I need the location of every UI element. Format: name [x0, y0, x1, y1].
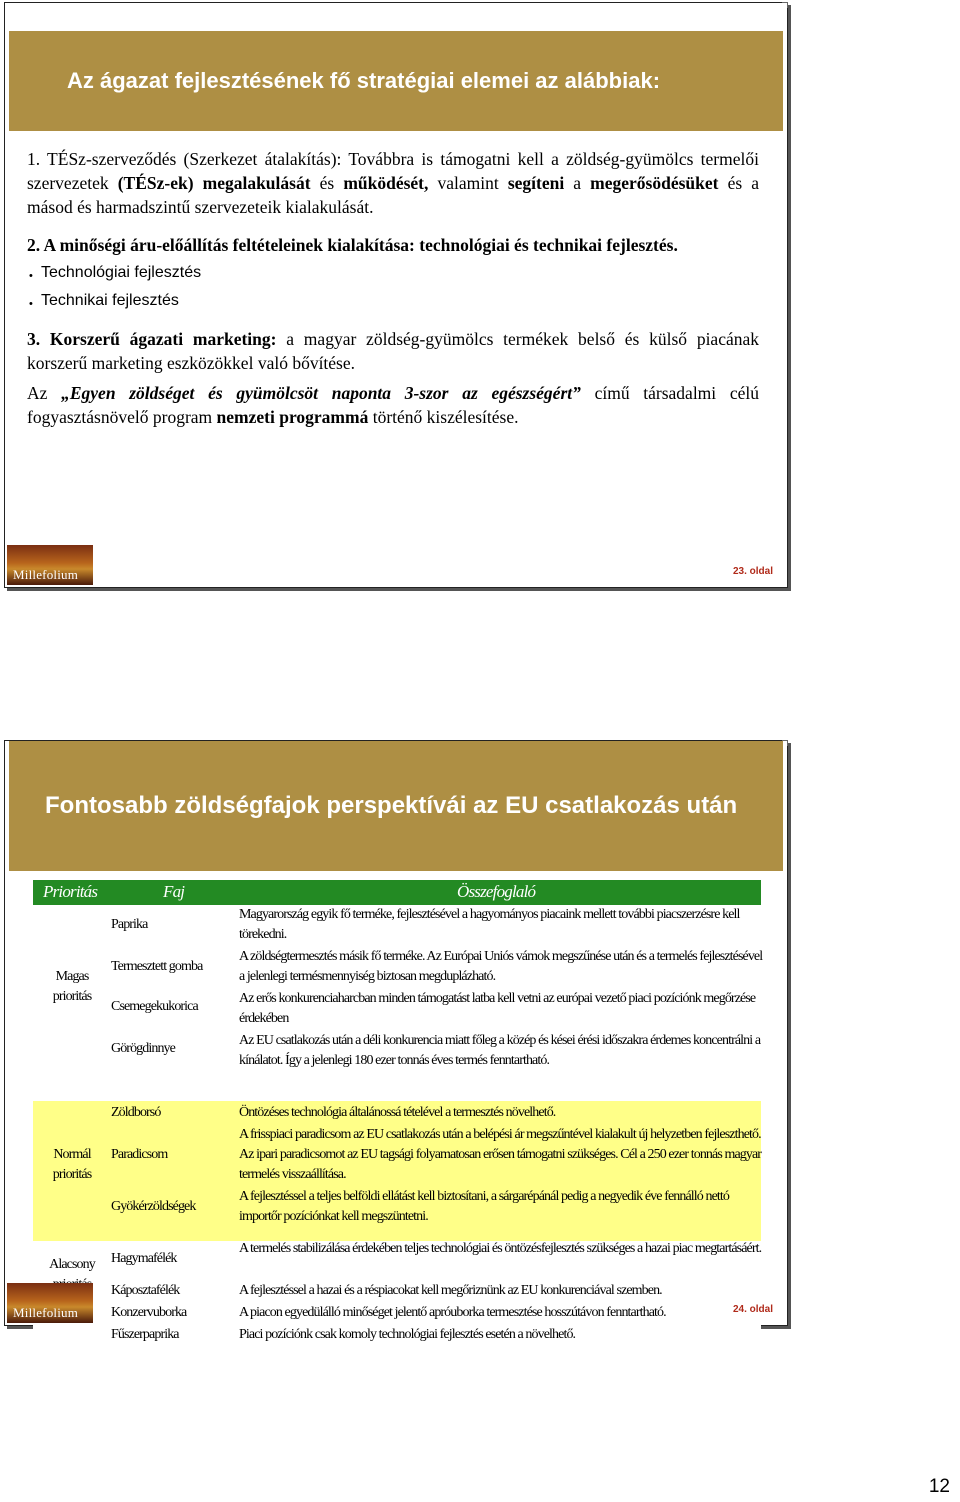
summary-cell: A termelés stabilizálása érdekében teljes technológiai és öntözésfejlesztés szükséges a hazai piac megtartásáért.	[239, 1241, 762, 1256]
item-1-bold-d: működését,	[343, 173, 429, 193]
program-title: „Egyen zöldséget és gyümölcsöt naponta 3-szor az egészségért”	[61, 383, 581, 403]
sub-item-technical: • Technikai fejlesztés	[27, 287, 759, 315]
item-1	[27, 147, 759, 219]
sub-item-technology: • Technológiai fejlesztés	[27, 259, 759, 287]
species-cell: Hagymafélék	[111, 1251, 177, 1266]
slide-title: Az ágazat fejlesztésének fő stratégiai elemei az alábbiak:	[9, 31, 783, 131]
summary-cell: Az EU csatlakozás után a déli konkurencia miatt főleg a közép és kései érési időszakra érdemes koncentrálni a kínálatot. Így a jelenlegi 180 ezer tonnás éves termés fenntartható.	[239, 1033, 761, 1068]
slide-page-number: 23. oldal	[732, 566, 773, 577]
species-cell: Gyökérzöldségek	[111, 1199, 196, 1214]
program-text-e: történő kiszélesítése.	[372, 407, 519, 427]
item-1-bold-h: megerősödésüket	[590, 173, 719, 193]
species-cell: Görögdinnye	[111, 1041, 175, 1056]
summary-cell: A piacon egyedülálló minőséget jelentő apróuborka termesztése hosszútávon fenntartható.	[239, 1305, 666, 1320]
summary-cell: Öntözéses technológia általánossá tételével a termesztés növelhető.	[239, 1105, 556, 1120]
species-cell: Termesztett gomba	[111, 959, 203, 974]
item-2	[27, 233, 759, 257]
priority-high: Magas prioritás	[52, 969, 92, 1004]
priority-normal: Normál prioritás	[52, 1147, 92, 1182]
item-2-heading: 2. A minőségi áru-előállítás feltételeinek kialakítása: technológiai és technikai fejlesztés.	[27, 235, 678, 255]
species-cell: Csemegekukorica	[111, 999, 198, 1014]
header-priority: Prioritás	[43, 882, 98, 901]
species-cell: Zöldborsó	[111, 1105, 161, 1120]
table-header-row	[33, 880, 761, 905]
slide-body	[27, 147, 759, 443]
species-cell: Káposztafélék	[111, 1283, 180, 1298]
item-1-bold-f: segíteni	[507, 173, 565, 193]
slide-title: Fontosabb zöldségfajok perspektívái az EU csatlakozás után	[9, 741, 783, 871]
program-paragraph	[27, 381, 759, 429]
summary-cell: Magyarország egyik fő terméke, fejlesztésével a hagyományos piacaink mellett további piacszerzésre kell törekedni.	[239, 907, 740, 942]
slide-page-number: 24. oldal	[732, 1304, 773, 1315]
item-1-lead: 1. TÉSz-szerveződés (Szerkezet átalakítás): Továbbra is támogatni kell	[27, 149, 544, 169]
vegetable-perspective-table	[33, 880, 761, 1341]
item-1-text-g: a	[573, 173, 582, 193]
summary-cell: A zöldségtermesztés másik fő terméke. Az Európai Uniós vámok megszűnése után és a termelés fejlesztésével a jelenlegi termésmennyiség biztosan megduplázható.	[239, 949, 763, 984]
item-1-text-e: valamint	[437, 173, 499, 193]
slide-24	[4, 740, 788, 1342]
item-1-bold-b: (TÉSz-ek) megalakulását	[117, 173, 311, 193]
summary-cell: A frisspiaci paradicsom az EU csatlakozás után a belépési ár megszűntével kialakult új helyzetben fejleszthető. Az ipari paradicsomot az EU tagsági folyamatosan erősen támogatni szükséges. Cél a 250 ezer tonnás magyar termelés visszaállítása.	[239, 1127, 762, 1182]
high-priority-band	[33, 905, 761, 1101]
millefolium-logo: Millefolium	[7, 1283, 93, 1323]
item-1-text-i: és a másod és harmadszintű szervezeteik kialakulását.	[27, 173, 760, 217]
item-1-text-a: a zöldség-gyümölcs termelői szervezetek	[27, 149, 759, 193]
summary-cell: Az erős konkurenciaharcban minden támogatást latba kell vetni az európai vezető piaci pozíciónk megőrzése érdekében	[239, 991, 756, 1026]
summary-cell: A fejlesztéssel a teljes belföldi ellátást kell biztosítani, a sárgarépánál pedig a negyedik éve fennálló nettó importőr pozíciónkat kell megszüntetni.	[239, 1189, 729, 1224]
item-3-text: a magyar zöldség-gyümölcs termékek belső és külső piacának korszerű marketing eszközökkel való bővítése.	[27, 329, 759, 373]
summary-cell: Piaci pozíciónk csak komoly technológiai fejlesztés esetén a növelhető.	[239, 1327, 576, 1342]
species-cell: Konzervuborka	[111, 1305, 187, 1320]
species-cell: Paprika	[111, 917, 148, 932]
program-text-c: című társadalmi célú fogyasztásnövelő program	[27, 383, 759, 427]
normal-priority-band	[33, 1101, 761, 1241]
low-priority-band	[33, 1241, 761, 1341]
species-cell: Fűszerpaprika	[111, 1327, 179, 1342]
program-text-a: Az	[27, 383, 48, 403]
item-3	[27, 327, 759, 375]
program-bold-d: nemzeti programmá	[216, 407, 369, 427]
slide-23	[4, 2, 788, 588]
item-3-bold: 3. Korszerű ágazati marketing:	[27, 329, 277, 349]
priority-low: Alacsony	[49, 1257, 95, 1272]
header-species: Faj	[163, 882, 185, 901]
corner-mark	[782, 2, 788, 8]
species-cell: Paradicsom	[111, 1147, 168, 1162]
summary-cell: A fejlesztéssel a hazai és a réspiacokat kell megőriznünk az EU konkurenciával szemben.	[239, 1283, 662, 1298]
item-1-text-c: és	[319, 173, 335, 193]
header-summary: Összefoglaló	[457, 882, 536, 901]
document-page-number: 12	[928, 1476, 950, 1497]
millefolium-logo: Millefolium	[7, 545, 93, 585]
